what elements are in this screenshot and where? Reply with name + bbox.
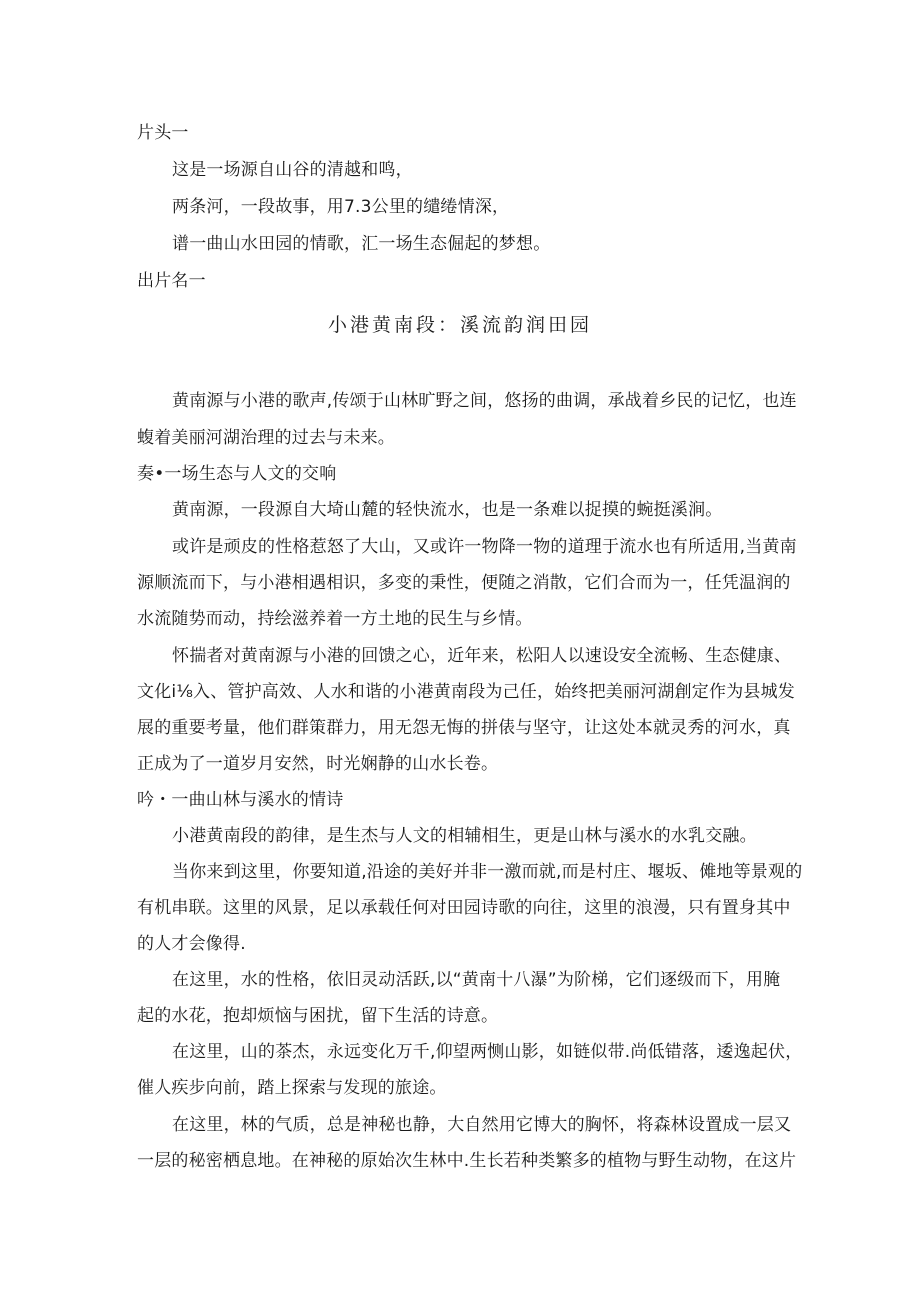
paragraph-line: 一层的秘密栖息地。在神秘的原始次生林中.生长若种类繁多的植物与野生动物，在这片 [137,1151,797,1171]
paragraph-line: 黄南源，一段源自大埼山麓的轻快流水，也是一条难以捉摸的蜿挺溪涧。 [172,500,723,520]
paragraph-line: 有机串联。这里的风景，足以承载任何对田园诗歌的向往，这里的浪漫，只有置身其中 [137,898,791,918]
paragraph-line: 在这里，水的性格，依旧灵动活跃,以“黄南十八瀑”为阶梯，它们逐级而下，用腌 [172,970,781,990]
paragraph-line: 在这里，林的气质，总是神秘也静，大自然用它博大的胸怀，将森林设置成一层又 [172,1115,792,1135]
paragraph-line: 或许是顽皮的性格惹怒了大山，又或许一物降一物的道理于流水也有所适用,当黄南 [172,537,797,557]
intro-line: 这是一场源自山谷的清越和鸣， [172,160,413,180]
paragraph-line: 文化i⅛入、管护高效、人水和谐的小港黄南段为己任，始终把美丽河湖創定作为县城发 [137,682,795,702]
paragraph-line: 展的重要考量，他们群策群力，用无怨无悔的拼俵与坚守，让这处本就灵秀的河水，真 [137,718,791,738]
document-title: 小港黄南段：溪流韵润田园 [327,314,592,336]
paragraph-line: 起的水花，抱却烦恼与困扰，留下生活的诗意。 [137,1006,499,1026]
paragraph-line: 在这里，山的茶杰，永远变化万千,仰望两恻山影，如链似带.尚低错落，逶逸起伏， [172,1042,803,1062]
section-heading: 吟・一曲山林与溪水的情诗 [137,790,344,810]
intro-line: 两条河，一段故事，用7.3公里的缱绻情深， [172,197,510,217]
section-heading: 奏•一场生态与人文的交响 [137,464,337,484]
paragraph-line: 水流随势而动，持绘滋养着一方土地的民生与乡情。 [137,609,533,629]
intro-line: 谱一曲山水田园的情歌，汇一场生态倔起的梦想。 [172,234,551,254]
section-label-pian-tou: 片头一 [137,123,189,143]
paragraph-line: 怀揣者对黄南源与小港的回馈之心，近年来，松阳人以速设安全流畅、生态健康、 [172,646,792,666]
paragraph-line: 源顺流而下，与小港相遇相识，多变的秉性，便随之消散，它们合而为一，任凭温润的 [137,573,791,593]
paragraph-line: 黄南源与小港的歌声,传颂于山林旷野之间，悠扬的曲调，承战着乡民的记忆，也连 [172,391,797,411]
paragraph-line: 正成为了一道岁月安然，时光娴静的山水长卷。 [137,754,499,774]
paragraph-line: 催人疾步向前，踏上探索与发现的旅途。 [137,1078,447,1098]
paragraph-line: 小港黄南段的韵律，是生杰与人文的相辅相生，更是山林与溪水的水乳交融。 [172,826,757,846]
paragraph-line: 蝮着美丽河湖治理的过去与未来。 [137,428,395,448]
paragraph-line: 的人才会像得. [137,934,246,954]
section-label-chu-pian-ming: 出片名一 [137,271,206,291]
paragraph-line: 当你来到这里，你要知道,沿途的美好并非一激而就,而是村庄、堰坂、傩地等景观的 [172,862,803,882]
